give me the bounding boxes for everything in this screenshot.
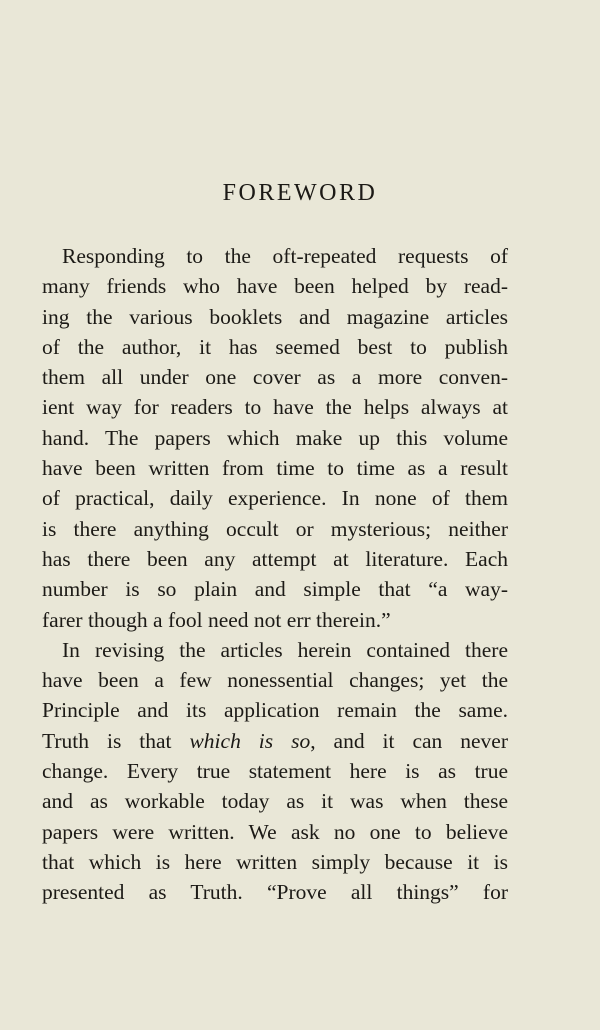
- text-line: [42, 605, 508, 635]
- text-segment: have been a few nonessential changes; yet the: [42, 668, 508, 693]
- text-segment: that which is here written simply because it is: [42, 849, 508, 874]
- text-line: [42, 453, 508, 483]
- text-segment: change. Every true statement here is as true: [42, 759, 508, 784]
- page-title: FOREWORD: [222, 180, 378, 206]
- text-segment: and as workable today as it was when these: [42, 789, 508, 814]
- text-line: [42, 726, 508, 756]
- paragraph: [42, 635, 508, 908]
- text-segment: have been written from time to time as a result: [42, 456, 508, 481]
- text-line: [42, 423, 508, 453]
- text-segment: hand. The papers which make up this volume: [42, 425, 508, 450]
- text-line: [42, 332, 508, 362]
- text-segment: papers were written. We ask no one to believe: [42, 819, 508, 844]
- text-segment: ing the various booklets and magazine articles: [42, 304, 508, 329]
- text-line: [42, 271, 508, 301]
- text-segment: has there been any attempt at literature. Each: [42, 546, 508, 571]
- text-line: [42, 574, 508, 604]
- text-segment: number is so plain and simple that “a way-: [42, 577, 508, 602]
- text-segment: of practical, daily experience. In none of them: [42, 486, 508, 511]
- text-line: [42, 877, 508, 907]
- text-segment: Truth is that: [42, 728, 190, 753]
- text-segment: presented as Truth. “Prove all things” for: [42, 880, 508, 905]
- text-line: [42, 514, 508, 544]
- text-segment: is there anything occult or mysterious; neither: [42, 516, 508, 541]
- text-line: [42, 756, 508, 786]
- text-segment: , and it can never: [310, 728, 508, 753]
- text-line: [42, 786, 508, 816]
- text-line: [42, 847, 508, 877]
- foreword-body: [42, 241, 508, 908]
- text-line: [42, 392, 508, 422]
- text-segment: Responding to the oft-repeated requests of: [62, 244, 508, 268]
- text-line: [42, 302, 508, 332]
- text-line: [42, 817, 508, 847]
- text-line: [42, 241, 508, 271]
- text-segment: In revising the articles herein contained there: [62, 637, 508, 662]
- text-segment: of the author, it has seemed best to publish: [42, 334, 508, 359]
- text-segment: Principle and its application remain the same.: [42, 698, 508, 723]
- text-line: [42, 695, 508, 725]
- italic-text: which is so: [189, 728, 311, 753]
- text-line: [42, 665, 508, 695]
- text-line: [42, 544, 508, 574]
- text-segment: farer though a fool need not err therein.”: [42, 607, 391, 632]
- text-segment: many friends who have been helped by read-: [42, 274, 508, 299]
- text-segment: them all under one cover as a more conven-: [42, 365, 508, 390]
- text-line: [42, 483, 508, 513]
- text-line: [42, 362, 508, 392]
- text-line: [42, 635, 508, 665]
- text-segment: ient way for readers to have the helps always at: [42, 395, 508, 420]
- paragraph: [42, 241, 508, 635]
